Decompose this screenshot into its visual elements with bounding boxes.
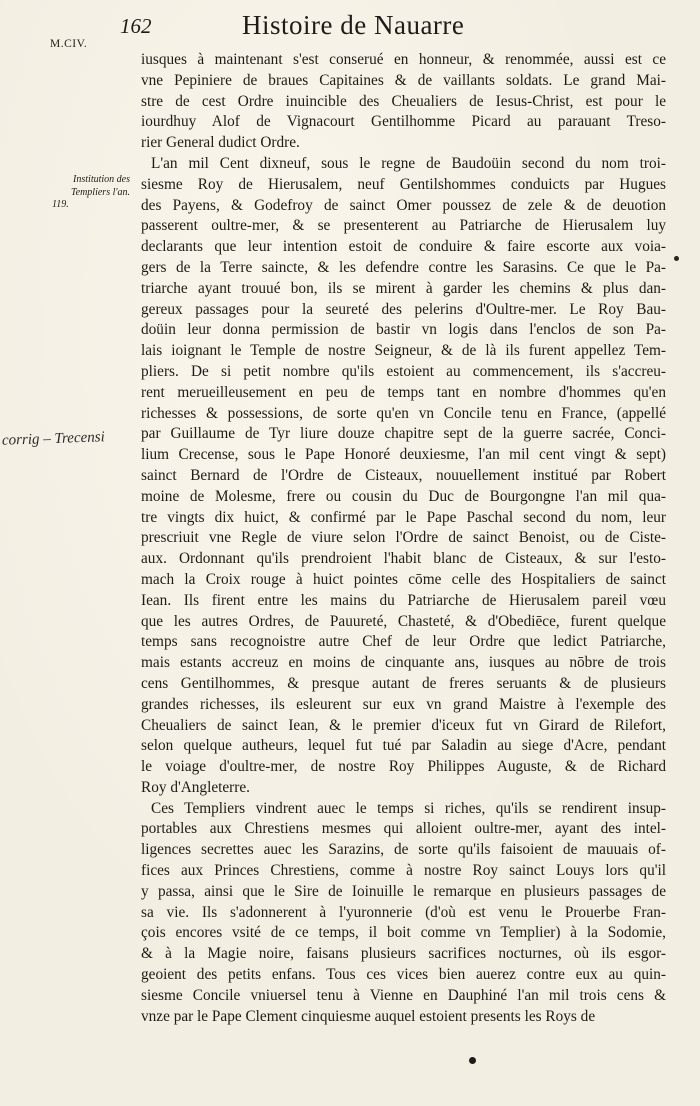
text-line: rier General dudict Ordre. bbox=[141, 134, 300, 152]
text-line: vnze par le Pape Clement cinquiesme auquel estoient presents les Roys de bbox=[141, 1007, 596, 1025]
text-line: moine de Molesme, frere ou cousin du Duc de Bourgongne l'an mil qua- bbox=[141, 487, 666, 505]
text-line: doüin leur donna permission de bastir vn logis dans l'enclos de son Pa- bbox=[141, 321, 666, 339]
page-end-dot bbox=[469, 1057, 476, 1064]
year-marker: M.CIV. bbox=[50, 38, 88, 50]
text-line: prescriuit vne Regle de viure selon l'Ordre de sainct Benoist, ou de Ciste- bbox=[141, 529, 666, 547]
text-line: des Payens, & Godefroy de sainct Omer poussez de zele & de deuotion bbox=[141, 196, 666, 214]
text-line: gereux passages pour la seureté des pelerins d'Oultre-mer. Le Roy Bau- bbox=[141, 300, 666, 318]
text-line: Iean. Ils firent entre les mains du Patriarche de Hierusalem pareil vœu bbox=[141, 591, 666, 609]
text-line: L'an mil Cent dixneuf, sous le regne de Baudoüin second du nom troi- bbox=[151, 154, 666, 172]
body-text bbox=[141, 50, 666, 1027]
text-line: gers de la Terre saincte, & les defendre contre les Sarasins. Ce que le Pa- bbox=[141, 258, 666, 276]
text-line: Ces Templiers vindrent auec le temps si riches, qu'ils se rendirent insup- bbox=[151, 799, 666, 817]
margin-note bbox=[52, 174, 130, 212]
text-line: iourdhuy Alof de Vignacourt Gentilhomme Picard au parauant Treso- bbox=[141, 113, 666, 131]
text-line: passerent oultre-mer, & se presenterent au Patriarche de Hierusalem luy bbox=[141, 217, 666, 235]
text-line: rent merueilleusement en peu de temps tant en nombre d'hommes qu'en bbox=[141, 383, 666, 401]
text-line: fices aux Princes Chrestiens, comme à nostre Roy sainct Louys lors qu'il bbox=[141, 862, 666, 880]
text-line: declarants que leur intention estoit de conduire & faire escorte aux voia- bbox=[141, 238, 666, 256]
text-line: aux. Ordonnant qu'ils prendroient l'habit blanc de Cisteaux, & sur l'esto- bbox=[141, 550, 666, 568]
text-line: portables aux Chrestiens mesmes qui alloient oultre-mer, ayant des intel- bbox=[141, 820, 666, 838]
text-line: triarche ayant trouué bon, ils se mirent à garder les chemins & plus dan- bbox=[141, 279, 666, 297]
text-line: siesme Roy de Hierusalem, neuf Gentilshommes conduicts par Hugues bbox=[141, 175, 666, 193]
text-line: grandes richesses, ils esleurent sur eux vn grand Maistre à l'exemple des bbox=[141, 695, 666, 713]
text-line: selon quelque autheurs, lequel fut tué par Saladin au siege d'Acre, pendant bbox=[141, 737, 666, 755]
text-line: y passa, ainsi que le Sire de Ioinuille le remarque en plusieurs passages de bbox=[141, 882, 666, 900]
text-line: mais estants accreuz en moins de cinquante ans, iusques au nōbre de trois bbox=[141, 654, 666, 672]
handwritten-annotation: corrig – Trecensi bbox=[1, 429, 106, 449]
margin-note-line: 119. bbox=[52, 199, 69, 210]
running-title: Histoire de Nauarre bbox=[242, 10, 465, 40]
text-line: par Guillaume de Tyr liure douze chapitre sept de la guerre sacrée, Conci- bbox=[141, 425, 666, 443]
text-line: sa vie. Ils s'adonnerent à l'yuronnerie (d'où est venu le Prouerbe Fran- bbox=[141, 903, 666, 921]
text-line: Cheualiers de sainct Iean, & le premier d'iceux fut vn Girard de Rilefort, bbox=[141, 716, 666, 734]
text-line: sainct Bernard de l'Ordre de Cisteaux, nouuellement institué par Robert bbox=[141, 466, 666, 484]
text-line: le voiage d'oultre-mer, de nostre Roy Philippes Auguste, & de Richard bbox=[141, 758, 666, 776]
text-line: cens Gentilhommes, & presque autant de freres seruants & de plusieurs bbox=[141, 674, 666, 692]
ink-dot bbox=[674, 256, 679, 261]
text-line: tre vingts dix huict, & confirmé par le Pape Paschal second du nom, leur bbox=[141, 508, 666, 526]
text-line: pliers. De si petit nombre qu'ils estoient au commencement, ils s'accreu- bbox=[141, 362, 666, 380]
text-line: temps sans recognoistre autre Chef de leur Ordre que ledict Patriarche, bbox=[141, 633, 666, 651]
margin-note-line: Institution des bbox=[73, 174, 130, 185]
margin-note-line: Templiers l'an. bbox=[71, 186, 130, 198]
text-line: lais ioignant le Temple de nostre Seigneur, & de là ils furent appellez Tem- bbox=[141, 342, 666, 360]
text-line: stre de cest Ordre inuincible des Cheualiers de Iesus-Christ, est pour le bbox=[141, 92, 666, 110]
text-line: que les autres Ordres, de Pauureté, Chasteté, & d'Obediēce, furent quelque bbox=[141, 612, 666, 630]
text-line: & à la Magie noire, faisans plusieurs sacrifices nocturnes, où ils esgor- bbox=[141, 945, 666, 963]
text-line: Roy d'Angleterre. bbox=[141, 778, 250, 796]
text-line: mach la Croix rouge à huict pointes cōme celle des Hospitaliers de sainct bbox=[141, 570, 666, 588]
text-line: çois encores vsité de ce temps, il boit comme vn Templier) à la Sodomie, bbox=[141, 924, 666, 942]
text-line: richesses & possessions, de sorte qu'en vn Concile tenu en France, (appellé bbox=[141, 404, 666, 422]
text-line: ligences secrettes auec les Sarazins, de sorte qu'ils faisoient de mauuais of- bbox=[141, 841, 666, 859]
text-line: vne Pepiniere de braues Capitaines & de vaillants soldats. Le grand Mai- bbox=[141, 71, 666, 89]
text-line: siesme Concile vniuersel tenu à Vienne en Dauphiné l'an mil trois cens & bbox=[141, 986, 666, 1004]
page-number: 162 bbox=[120, 14, 152, 38]
text-line: lium Crecense, sous le Pape Honoré deuxiesme, l'an mil cent vingt & sept) bbox=[141, 446, 666, 464]
text-line: geoient des petits enfans. Tous ces vices bien auerez contre eux au quin- bbox=[141, 966, 666, 984]
text-line: iusques à maintenant s'est conserué en honneur, & renommée, aussi est ce bbox=[141, 51, 666, 68]
